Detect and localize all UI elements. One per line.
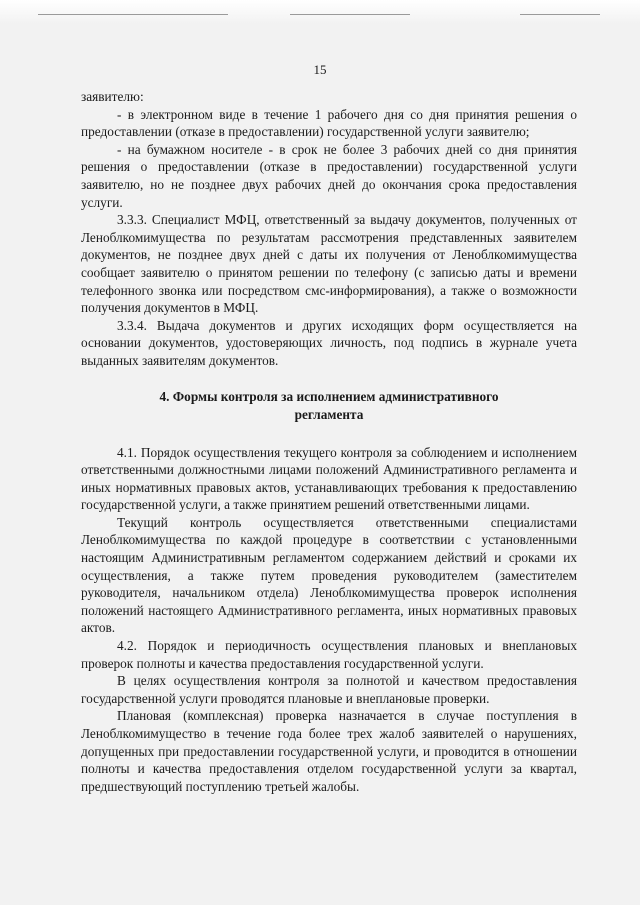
paragraph: Плановая (комплексная) проверка назначается в случае поступления в Леноблкомимущество в течение года более трех жалоб заявителей о нарушениях, допущенных при предоставлении государственной услуги, и проводится в отношении полноты и качества предоставления отделом государственной услуги за квартал, предшествующий поступлению третьей жалобы. xyxy=(81,708,577,794)
document-body xyxy=(81,88,577,795)
section-heading-line: 4. Формы контроля за исполнением административного xyxy=(159,388,499,404)
scan-edge xyxy=(0,0,640,24)
paragraph: заявителю: xyxy=(81,89,144,104)
scan-artifact-line xyxy=(38,14,228,15)
section-heading xyxy=(81,388,577,424)
paragraph: 4.2. Порядок и периодичность осуществления плановых и внеплановых проверок полноты и качества предоставления государственной услуги. xyxy=(81,638,577,671)
scan-artifact-line xyxy=(290,14,410,15)
paragraph: В целях осуществления контроля за полнотой и качеством предоставления государственной услуги проводятся плановые и внеплановые проверки. xyxy=(81,673,577,706)
paragraph: 3.3.4. Выдача документов и других исходящих форм осуществляется на основании документов, удостоверяющих личность, под подпись в журнале учета выданных заявителям документов. xyxy=(81,317,577,368)
section-heading-line: регламента xyxy=(294,406,364,422)
page-number: 15 xyxy=(313,62,327,77)
paragraph: 4.1. Порядок осуществления текущего контроля за соблюдением и исполнением ответственными должностными лицами положений Административного регламента и иных нормативных правовых актов, устанавливающих требования к предоставлению государственной услуги, а также принятием решений ответственными лицами. xyxy=(81,444,577,513)
paragraph: Текущий контроль осуществляется ответственными специалистами Леноблкомимущества по каждой процедуре в соответствии с установленными настоящим Административным регламентом содержанием действий и сроками их осуществления, а также путем проведения руководителем (заместителем руководителя, начальником отдела) Леноблкомимущества проверок исполнения положений настоящего Административного регламента, иных нормативных правовых актов. xyxy=(81,514,577,636)
paragraph: - в электронном виде в течение 1 рабочего дня со дня принятия решения о предоставлении (отказе в предоставлении) государственной услуги заявителю; xyxy=(81,106,577,140)
scan-artifact-line xyxy=(520,14,600,15)
paragraph: 3.3.3. Специалист МФЦ, ответственный за выдачу документов, полученных от Леноблкомимущества по результатам рассмотрения представленных заявителем документов, не позднее двух дней с даты их получения от Леноблкомимущества сообщает заявителю о принятом решении по телефону (с записью даты и времени телефонного звонка или посредством смс-информирования), а также о возможности получения документов в МФЦ. xyxy=(81,212,577,316)
paragraph: - на бумажном носителе - в срок не более 3 рабочих дней со дня принятия решения о предоставлении (отказе в предоставлении) государственной услуги заявителю, но не позднее двух рабочих дней до окончания срока предоставления услуги. xyxy=(81,141,577,210)
